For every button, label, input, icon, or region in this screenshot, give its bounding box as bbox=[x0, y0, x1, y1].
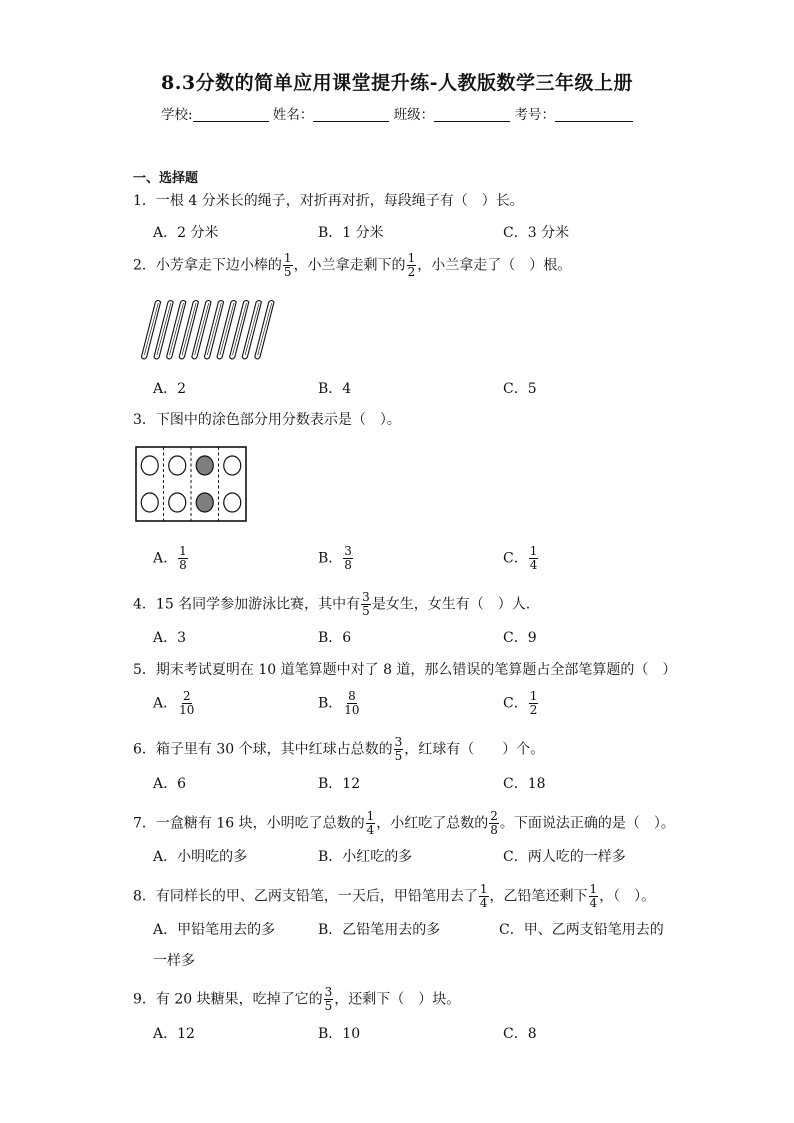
q4-option-c[interactable]: C．9 bbox=[503, 630, 537, 646]
q9-option-a[interactable]: A．12 bbox=[153, 1026, 195, 1042]
shaded-circle bbox=[196, 456, 213, 475]
circle bbox=[141, 456, 158, 475]
question-6: 6．箱子里有 30 个球，其中红球占总数的 $\frac{3}{5}$ ，红球有（ ）个。 bbox=[133, 735, 545, 763]
question-2: 2．小芳拿走下边小棒的 $\frac{1}{5}$ ，小兰拿走剩下的 $\frac{1}{2}$ ，小兰拿走了（ ）根。 bbox=[133, 251, 572, 279]
q5-fraction-a: $\frac{2}{10}$ bbox=[179, 689, 195, 717]
sticks-figure bbox=[138, 298, 278, 364]
q3-option-a[interactable]: A． $\frac{1}{8}$ bbox=[153, 544, 187, 572]
q9-option-c[interactable]: C．8 bbox=[503, 1026, 537, 1042]
q6-option-c[interactable]: C．18 bbox=[503, 776, 546, 792]
name-blank[interactable] bbox=[313, 107, 389, 122]
q9-fraction: $\frac{3}{5}$ bbox=[324, 985, 333, 1013]
question-1: 1．一根 4 分米长的绳子，对折再对折，每段绳子有（ ）长。 bbox=[133, 193, 524, 209]
question-7: 7．一盒糖有 16 块，小明吃了总数的 $\frac{1}{4}$ ，小红吃了总数的 $\frac{2}{8}$ 。下面说法正确的是（ ）。 bbox=[133, 809, 675, 837]
shaded-circle bbox=[196, 493, 213, 512]
q5-fraction-b: $\frac{8}{10}$ bbox=[344, 689, 360, 717]
q1-option-c[interactable]: C．3 分米 bbox=[503, 225, 570, 241]
q3-fraction-b: $\frac{3}{8}$ bbox=[344, 544, 352, 572]
q1-option-a[interactable]: A．2 分米 bbox=[153, 225, 219, 241]
q5-option-b[interactable]: B． $\frac{8}{10}$ bbox=[318, 689, 360, 717]
circle bbox=[169, 456, 186, 475]
q6-fraction: $\frac{3}{5}$ bbox=[394, 735, 403, 763]
section-title: 一、选择题 bbox=[133, 171, 199, 186]
q7-option-b[interactable]: B．小红吃的多 bbox=[318, 849, 413, 865]
q3-option-c[interactable]: C． $\frac{1}{4}$ bbox=[503, 544, 538, 572]
q1-option-b[interactable]: B．1 分米 bbox=[318, 225, 384, 241]
q3-fraction-c: $\frac{1}{4}$ bbox=[529, 544, 538, 572]
q7-option-a[interactable]: A．小明吃的多 bbox=[153, 849, 248, 865]
class-blank[interactable] bbox=[434, 107, 510, 122]
school-blank[interactable] bbox=[193, 107, 269, 122]
q9-option-b[interactable]: B．10 bbox=[318, 1026, 361, 1042]
q2-fraction-1: $\frac{1}{5}$ bbox=[283, 251, 292, 279]
q7-option-c[interactable]: C．两人吃的一样多 bbox=[503, 849, 626, 865]
question-3: 3．下图中的涂色部分用分数表示是（ ）。 bbox=[133, 412, 401, 428]
q8-fraction-2: $\frac{1}{4}$ bbox=[589, 882, 598, 910]
circle bbox=[169, 493, 186, 512]
q8-option-c-continuation[interactable]: 一样多 bbox=[153, 953, 195, 969]
q6-option-a[interactable]: A．6 bbox=[153, 776, 187, 792]
question-9: 9．有 20 块糖果，吃掉了它的 $\frac{3}{5}$ ，还剩下（ ）块。 bbox=[133, 985, 461, 1013]
school-label: 学校: bbox=[161, 107, 193, 123]
circle bbox=[224, 456, 241, 475]
student-info-line bbox=[0, 103, 794, 123]
q4-option-b[interactable]: B．6 bbox=[318, 630, 352, 646]
q8-option-b[interactable]: B．乙铅笔用去的多 bbox=[318, 922, 441, 938]
circle-grid-figure bbox=[134, 445, 248, 523]
q2-option-c[interactable]: C．5 bbox=[503, 381, 537, 397]
q7-fraction-1: $\frac{1}{4}$ bbox=[366, 809, 375, 837]
q5-fraction-c: $\frac{1}{2}$ bbox=[529, 689, 538, 717]
q4-option-a[interactable]: A．3 bbox=[153, 630, 187, 646]
q8-fraction-1: $\frac{1}{4}$ bbox=[479, 882, 488, 910]
exam-no-label: 考号： bbox=[514, 107, 555, 123]
exam-no-blank[interactable] bbox=[555, 107, 633, 122]
circle bbox=[141, 493, 158, 512]
q6-option-b[interactable]: B．12 bbox=[318, 776, 361, 792]
class-label: 班级： bbox=[393, 107, 435, 123]
page-title: 8.3分数的简单应用课堂提升练-人教版数学三年级上册 bbox=[161, 72, 633, 94]
q8-option-c[interactable]: C．甲、乙两支铅笔用去的 bbox=[499, 922, 664, 938]
q8-option-a[interactable]: A．甲铅笔用去的多 bbox=[153, 922, 276, 938]
q2-fraction-2: $\frac{1}{2}$ bbox=[407, 251, 416, 279]
q2-option-a[interactable]: A．2 bbox=[153, 381, 187, 397]
q7-fraction-2: $\frac{2}{8}$ bbox=[490, 809, 498, 837]
question-5: 5．期末考试夏明在 10 道笔算题中对了 8 道，那么错误的笔算题占全部笔算题的（ ） bbox=[133, 662, 677, 678]
q5-option-a[interactable]: A． $\frac{2}{10}$ bbox=[153, 689, 195, 717]
q3-option-b[interactable]: B． $\frac{3}{8}$ bbox=[318, 544, 352, 572]
q4-fraction: $\frac{3}{5}$ bbox=[362, 590, 370, 618]
question-8: 8．有同样长的甲、乙两支铅笔，一天后，甲铅笔用去了 $\frac{1}{4}$ ，乙铅笔还剩下 $\frac{1}{4}$ ，（ ）。 bbox=[133, 882, 656, 910]
q5-option-c[interactable]: C． $\frac{1}{2}$ bbox=[503, 689, 538, 717]
q3-fraction-a: $\frac{1}{8}$ bbox=[179, 544, 187, 572]
q2-option-b[interactable]: B．4 bbox=[318, 381, 352, 397]
circle bbox=[224, 493, 241, 512]
name-label: 姓名： bbox=[272, 107, 314, 123]
question-4: 4．15 名同学参加游泳比赛，其中有 $\frac{3}{5}$ 是女生，女生有（ ）人. bbox=[133, 590, 531, 618]
